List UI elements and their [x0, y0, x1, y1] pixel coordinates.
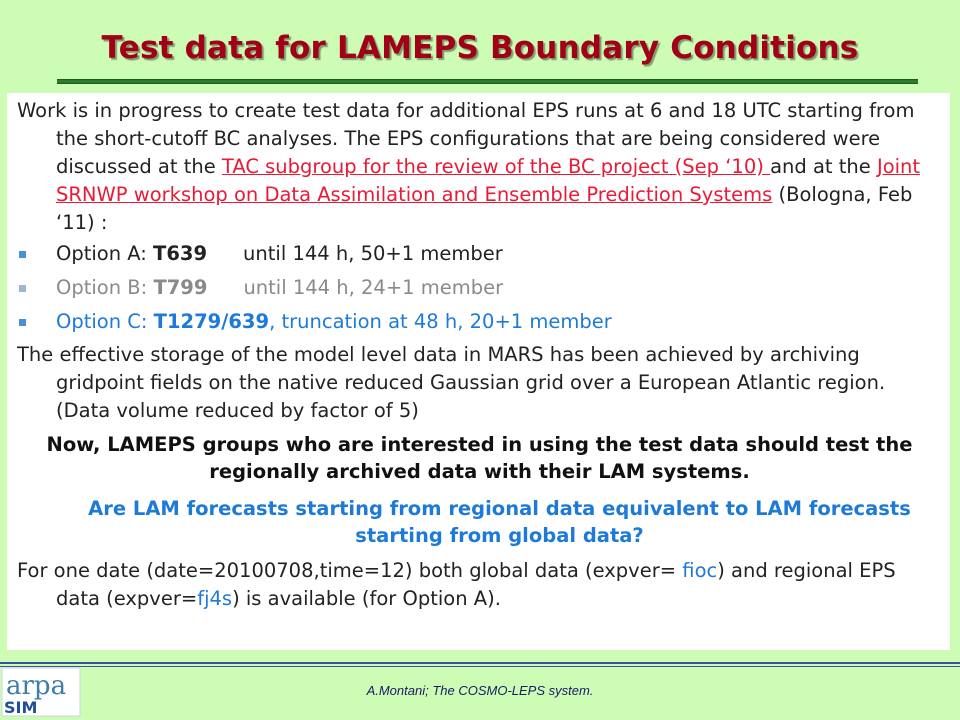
option-c-item [17, 305, 942, 339]
intro-paragraph [17, 97, 942, 237]
title-underline [57, 79, 918, 84]
availability-text-c: ) is available (for Option A). [232, 587, 501, 610]
option-a-label: Option A: [56, 242, 154, 265]
availability-paragraph [17, 557, 942, 613]
option-b-detail: until 144 h, 24+1 member [243, 276, 504, 299]
intro-text-b: and at the [770, 155, 877, 178]
expver-regional: fj4s [197, 587, 233, 610]
intro-text-a: Work is in progress to create test data for additional EPS runs at 6 and 18 UTC starting from the short-cutoff BC analyses. The EPS configurations that are being considered were discussed at the [17, 99, 915, 178]
option-c-label: Option C: [56, 310, 154, 333]
bullet-square-icon [19, 251, 26, 258]
option-b-item [17, 271, 942, 305]
logo-sim-text: SIM [4, 698, 38, 717]
option-c-detail: , truncation at 48 h, 20+1 member [269, 310, 612, 333]
option-c-resolution: T1279/639 [153, 310, 270, 333]
footer-rule-thin [0, 666, 960, 667]
bullet-square-icon [19, 319, 26, 326]
option-b-text [56, 274, 503, 302]
tac-subgroup-link[interactable]: TAC subgroup for the review of the BC project (Sep ‘10) [221, 155, 771, 178]
expver-global: fioc [682, 559, 718, 582]
footer-credit: A.Montani; The COSMO-LEPS system. [366, 683, 594, 698]
availability-text-b: ) and regional EPS data (expver= [56, 559, 896, 610]
bullet-square-icon [19, 285, 26, 292]
content-box [7, 93, 950, 650]
footer-rule [0, 662, 960, 664]
slide-title: Test data for LAMEPS Boundary Conditions [101, 30, 859, 66]
intro-text-c: (Bologna, Feb ‘11) : [56, 183, 913, 234]
availability-text-a: For one date (date=20100708,time=12) both global data (expver= [17, 559, 683, 582]
option-b-resolution: T799 [153, 276, 208, 299]
emphasis-statement: Now, LAMEPS groups who are interested in using the test data should test the regionally archived data with their LAM systems. [46, 433, 913, 483]
option-a-resolution: T639 [153, 242, 208, 265]
emphasis-question: Are LAM forecasts starting from regional data equivalent to LAM forecasts starting from global data? [88, 497, 911, 547]
option-a-text [56, 240, 503, 268]
logo-arpa-text: arpa [6, 671, 67, 701]
option-a-item [17, 237, 942, 271]
option-c-text [56, 308, 612, 336]
option-b-label: Option B: [56, 276, 154, 299]
option-a-detail: until 144 h, 50+1 member [243, 242, 503, 265]
srnwp-workshop-link[interactable]: Joint SRNWP workshop on Data Assimilation and Ensemble Prediction Systems [56, 155, 921, 206]
storage-paragraph: The effective storage of the model level data in MARS has been achieved by archiving gridpoint fields on the native reduced Gaussian grid over a European Atlantic region. (Data volume reduced by factor of 5) [17, 343, 886, 422]
